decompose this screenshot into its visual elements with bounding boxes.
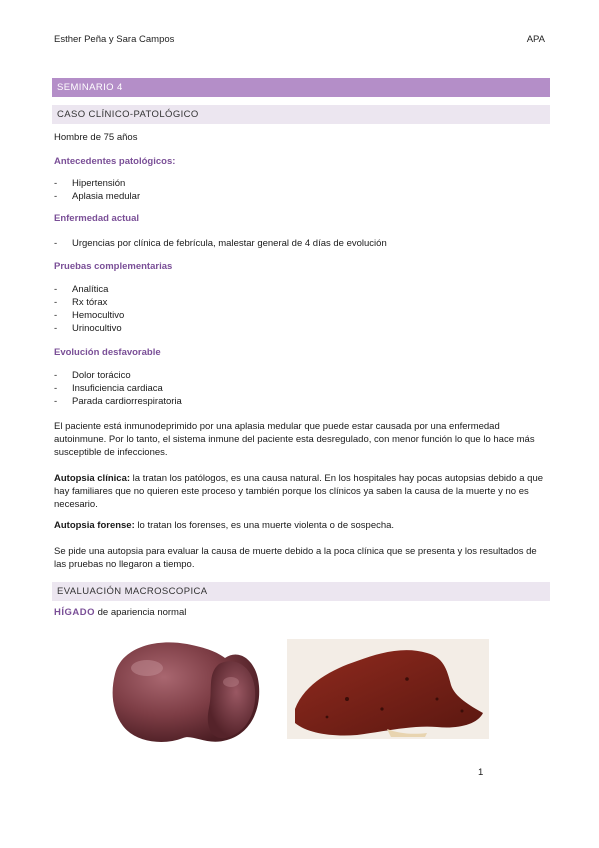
section-case-title: CASO CLÍNICO-PATOLÓGICO xyxy=(52,105,550,124)
autopsia-clinica-label: Autopsia clínica: xyxy=(54,473,131,484)
paragraph-peticion: Se pide una autopsia para evaluar la causa de muerte debido a la poca clínica que se presenta y los resultados de las pruebas no llegaron a tiempo. xyxy=(54,546,537,570)
enfermedad-list xyxy=(54,237,387,250)
liver-photo-2 xyxy=(287,639,489,739)
list-item: - Rx tórax xyxy=(54,296,124,309)
list-item: - Parada cardiorrespiratoria xyxy=(54,395,182,408)
list-item: - Hemocultivo xyxy=(54,309,124,322)
list-item: - Urinocultivo xyxy=(54,322,124,335)
header-subject: APA xyxy=(526,34,545,45)
liver-photo-1 xyxy=(107,630,265,750)
paragraph-autopsia-forense xyxy=(54,519,546,532)
paragraph-autopsia-clinica xyxy=(54,472,546,511)
list-item: - Dolor torácico xyxy=(54,369,182,382)
list-item: - Analítica xyxy=(54,283,124,296)
antecedentes-heading: Antecedentes patológicos: xyxy=(54,156,176,167)
section-macro-title: EVALUACIÓN MACROSCOPICA xyxy=(52,582,550,601)
autopsia-clinica-text: la tratan los patólogos, es una causa natural. En los hospitales hay pocas autopsias debido a que hay familiares que no quieren este proceso y también porque los clínicos ya saben la causa de la muerte y no es necesario. xyxy=(54,473,544,510)
antecedentes-list xyxy=(54,177,140,203)
patient-info: Hombre de 75 años xyxy=(54,132,138,143)
list-item: - Insuficiencia cardiaca xyxy=(54,382,182,395)
autopsia-forense-text: lo tratan los forenses, es una muerte violenta o de sospecha. xyxy=(134,520,395,531)
pruebas-list xyxy=(54,283,124,335)
autopsia-forense-label: Autopsia forense: xyxy=(54,520,135,531)
higado-caption xyxy=(54,606,546,619)
seminar-banner: SEMINARIO 4 xyxy=(52,78,550,97)
paragraph-immunodeprimido: El paciente está inmunodeprimido por una aplasia medular que puede estar causada por una enfermedad autoinmune. Por lo tanto, el sistema inmune del paciente esta desregulado, con menor función lo que lo hace más susceptible de infecciones. xyxy=(54,421,535,458)
list-item: - Aplasia medular xyxy=(54,190,140,203)
list-item: - Urgencias por clínica de febrícula, malestar general de 4 días de evolución xyxy=(54,237,387,250)
header-author: Esther Peña y Sara Campos xyxy=(54,34,175,45)
evolucion-heading: Evolución desfavorable xyxy=(54,347,161,358)
higado-label: HÍGADO xyxy=(54,607,95,618)
higado-text: de apariencia normal xyxy=(95,607,187,618)
pruebas-heading: Pruebas complementarias xyxy=(54,261,173,272)
enfermedad-heading: Enfermedad actual xyxy=(54,213,139,224)
list-item: - Hipertensión xyxy=(54,177,140,190)
page-number: 1 xyxy=(478,767,484,778)
evolucion-list xyxy=(54,369,182,408)
